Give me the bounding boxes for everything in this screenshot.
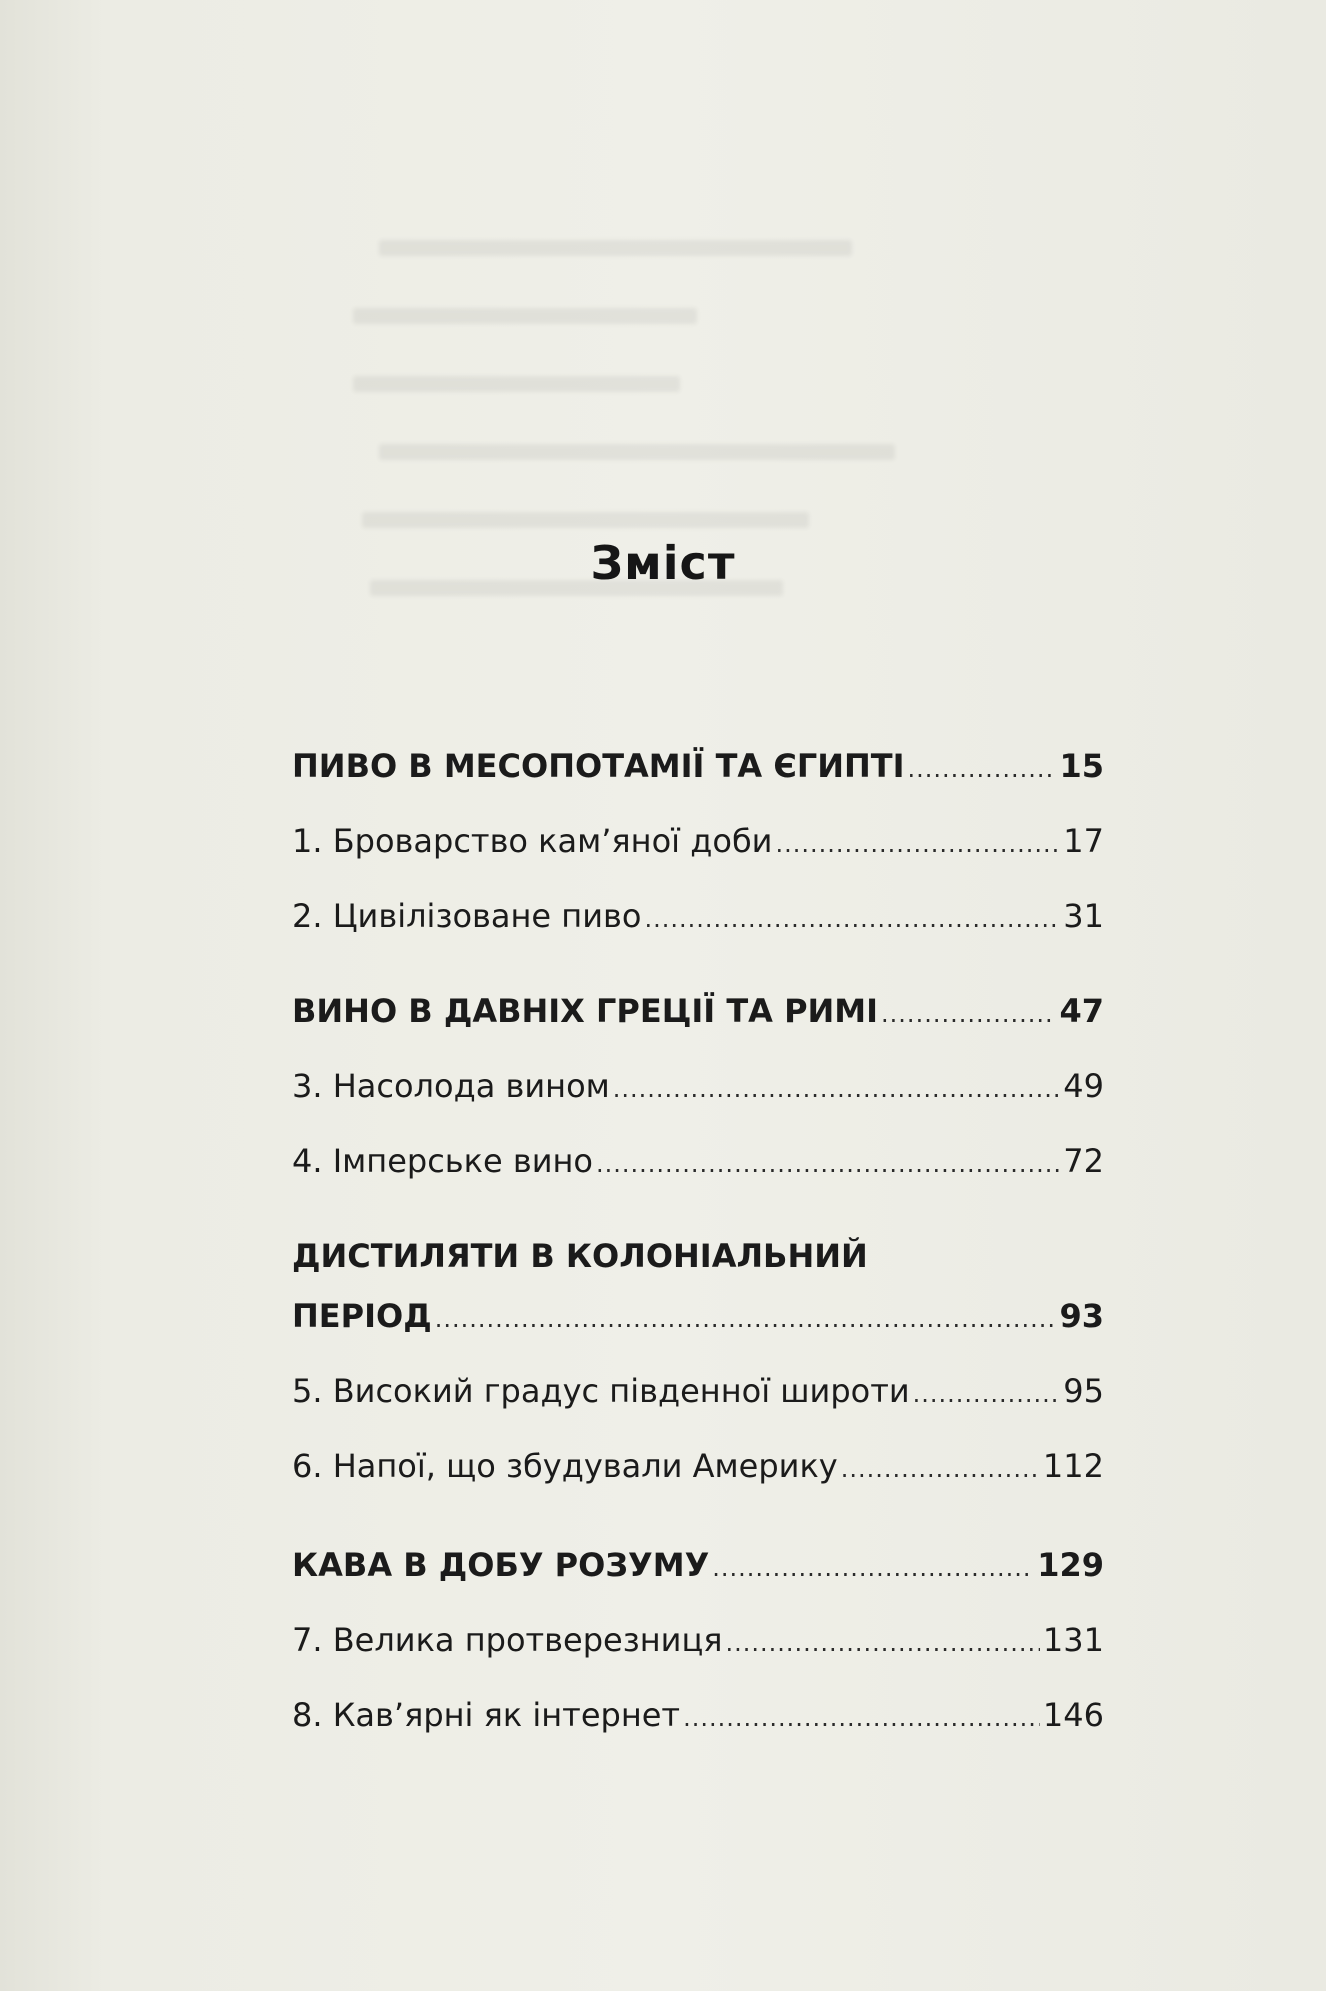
toc-chapter-title: 6. Напої, що збудували Америку <box>292 1447 838 1485</box>
toc-part-title: КАВА В ДОБУ РОЗУМУ <box>292 1546 710 1584</box>
toc-page-number: 95 <box>1063 1372 1104 1410</box>
toc-part-title: ПИВО В МЕСОПОТАМІЇ ТА ЄГИПТІ <box>292 747 905 785</box>
toc-page-number: 15 <box>1059 747 1104 785</box>
dot-leader <box>644 899 1060 939</box>
toc-chapter-6 <box>292 1446 1104 1489</box>
toc-chapter-3 <box>292 1066 1104 1109</box>
toc-chapter-title: 4. Імперське вино <box>292 1142 593 1180</box>
toc-chapter-title: 5. Високий градус південної широти <box>292 1372 910 1410</box>
toc-chapter-8 <box>292 1695 1104 1738</box>
toc-part-title-line-2: ПЕРІОД <box>292 1297 432 1335</box>
dot-leader <box>775 824 1060 864</box>
toc-chapter-7 <box>292 1620 1104 1663</box>
toc-page-number: 17 <box>1063 822 1104 860</box>
toc-page-number: 72 <box>1063 1142 1104 1180</box>
dot-leader <box>712 1548 1034 1588</box>
toc-page-number: 93 <box>1059 1297 1104 1335</box>
toc-part-2 <box>292 991 1104 1034</box>
table-of-contents <box>292 746 1104 1738</box>
page-title: Зміст <box>590 536 736 590</box>
toc-part-1 <box>292 746 1104 789</box>
toc-part-title: ВИНО В ДАВНІХ ГРЕЦІЇ ТА РИМІ <box>292 992 879 1030</box>
toc-page-number: 112 <box>1042 1447 1104 1485</box>
dot-leader <box>913 1374 1061 1414</box>
dot-leader <box>725 1623 1039 1663</box>
toc-chapter-title: 2. Цивілізоване пиво <box>292 897 642 935</box>
dot-leader <box>613 1069 1061 1109</box>
toc-chapter-title: 3. Насолода вином <box>292 1067 610 1105</box>
dot-leader <box>435 1299 1057 1339</box>
toc-part-3 <box>292 1296 1104 1339</box>
toc-chapter-2 <box>292 896 1104 939</box>
toc-part-4 <box>292 1545 1104 1588</box>
toc-page-number: 49 <box>1063 1067 1104 1105</box>
toc-page-number: 47 <box>1059 992 1104 1030</box>
dot-leader <box>683 1698 1040 1738</box>
dot-leader <box>841 1449 1040 1489</box>
toc-chapter-4 <box>292 1141 1104 1184</box>
toc-chapter-title: 1. Броварство кам’яної доби <box>292 822 773 860</box>
show-through-text <box>250 240 1110 760</box>
toc-chapter-title: 7. Велика протверезниця <box>292 1621 723 1659</box>
toc-part-title-line-1: ДИСТИЛЯТИ В КОЛОНІАЛЬНИЙ <box>292 1237 868 1275</box>
dot-leader <box>908 749 1057 789</box>
toc-page-number: 31 <box>1063 897 1104 935</box>
toc-chapter-1 <box>292 821 1104 864</box>
toc-chapter-5 <box>292 1371 1104 1414</box>
toc-page-number: 131 <box>1042 1621 1104 1659</box>
dot-leader <box>596 1144 1060 1184</box>
toc-page-number: 146 <box>1042 1696 1104 1734</box>
toc-chapter-title: 8. Кав’ярні як інтернет <box>292 1696 681 1734</box>
toc-page-number: 129 <box>1037 1546 1104 1584</box>
dot-leader <box>881 994 1056 1034</box>
